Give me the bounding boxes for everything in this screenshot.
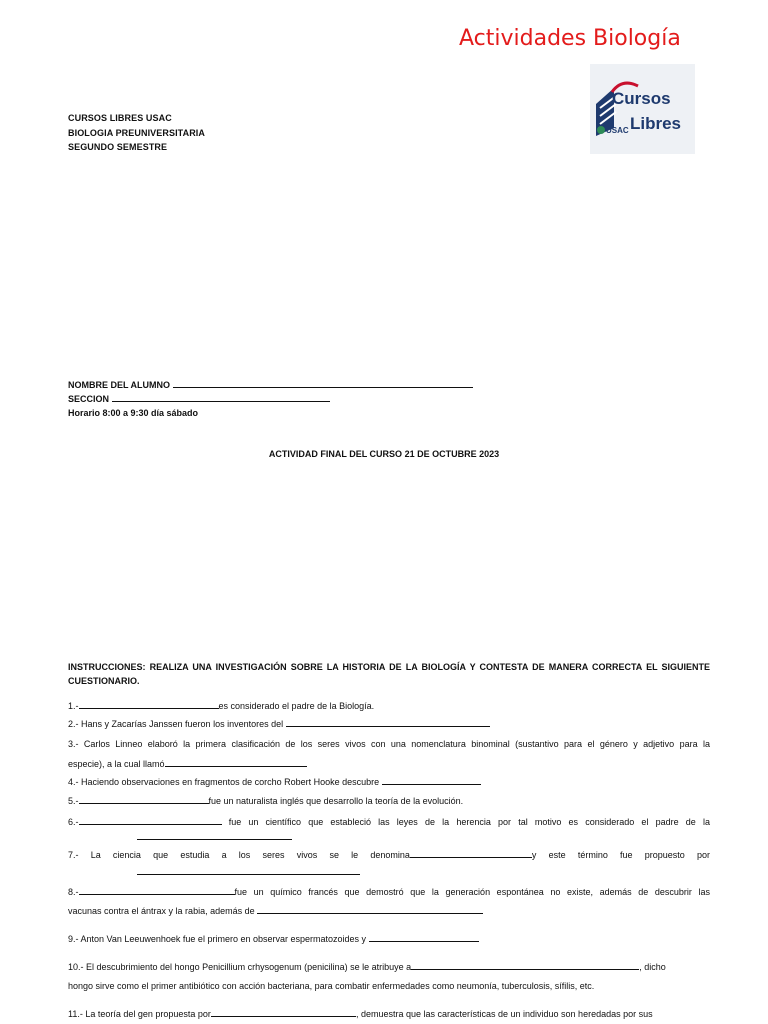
svg-text:Libres: Libres bbox=[630, 114, 682, 133]
svg-text:USAC: USAC bbox=[606, 126, 629, 135]
answer-blank[interactable] bbox=[286, 716, 490, 727]
question-8: 8.- fue un químico francés que demostró que la generación espontánea no existe, además de descubrir las bbox=[68, 884, 710, 900]
logo-graphic bbox=[590, 64, 695, 154]
answer-blank[interactable] bbox=[257, 903, 483, 914]
answer-blank[interactable] bbox=[165, 756, 307, 767]
section-row bbox=[68, 392, 473, 406]
answer-blank[interactable] bbox=[410, 847, 532, 858]
answer-blank[interactable] bbox=[79, 884, 235, 895]
question-9: 9.- Anton Van Leeuwenhoek fue el primero en observar espermatozoides y bbox=[68, 931, 710, 947]
question-5: 5.- fue un naturalista inglés que desarrollo la teoría de la evolución. bbox=[68, 793, 710, 809]
answer-blank[interactable] bbox=[137, 864, 360, 875]
question-7: 7.- La ciencia que estudia a los seres vivos se le denomina y este término fue propuesto por bbox=[68, 847, 710, 863]
answer-blank[interactable] bbox=[369, 931, 479, 942]
answer-blank[interactable] bbox=[211, 1006, 356, 1017]
section-label: SECCION bbox=[68, 394, 110, 404]
section-blank[interactable] bbox=[112, 392, 330, 402]
question-1: 1.- es considerado el padre de la Biología. bbox=[68, 698, 710, 714]
cursos-libres-logo bbox=[590, 64, 695, 154]
student-name-row bbox=[68, 378, 473, 392]
question-3: 3.- Carlos Linneo elaboró la primera clasificación de los seres vivos con una nomenclatura binominal (sustantivo para el género y adjetivo para la bbox=[68, 739, 710, 749]
header-line: SEGUNDO SEMESTRE bbox=[68, 142, 168, 152]
question-7-continued bbox=[68, 864, 710, 880]
answer-blank[interactable] bbox=[411, 959, 639, 970]
svg-text:Cursos: Cursos bbox=[612, 89, 671, 108]
question-11: 11.- La teoría del gen propuesta por , demuestra que las características de un individuo son heredadas por sus bbox=[68, 1006, 710, 1022]
answer-blank[interactable] bbox=[79, 793, 209, 804]
activity-title: ACTIVIDAD FINAL DEL CURSO 21 DE OCTUBRE 2023 bbox=[268, 449, 500, 459]
answer-blank[interactable] bbox=[137, 829, 292, 840]
instructions: INSTRUCCIONES: REALIZA UNA INVESTIGACIÓN SOBRE LA HISTORIA DE LA BIOLOGÍA Y CONTESTA DE MANERA CORRECTA EL SIGUIENTE CUESTIONARIO. bbox=[68, 662, 710, 686]
question-2: 2.- Hans y Zacarías Janssen fueron los inventores del bbox=[68, 716, 710, 732]
question-6: 6.- fue un científico que estableció las leyes de la herencia por tal motivo es considerado el padre de la bbox=[68, 814, 710, 830]
header-line: BIOLOGIA PREUNIVERSITARIA bbox=[68, 127, 206, 138]
question-8-continued: vacunas contra el ántrax y la rabia, además de bbox=[68, 903, 710, 919]
question-10: 10.- El descubrimiento del hongo Penicillium crhysogenum (penicilina) se le atribuye a , dicho bbox=[68, 959, 710, 975]
answer-blank[interactable] bbox=[382, 774, 481, 785]
student-name-label: NOMBRE DEL ALUMNO bbox=[68, 380, 170, 390]
answer-blank[interactable] bbox=[79, 814, 222, 825]
question-4: 4.- Haciendo observaciones en fragmentos de corcho Robert Hooke descubre bbox=[68, 774, 710, 790]
course-header bbox=[68, 111, 205, 155]
document-title: Actividades Biología bbox=[459, 26, 681, 51]
question-10-continued: hongo sirve como el primer antibiótico con acción bacteriana, para combatir enfermedades como neumonía, tuberculosis, sífilis, etc. bbox=[68, 981, 595, 991]
header-line: CURSOS LIBRES USAC bbox=[68, 113, 172, 123]
schedule-text: Horario 8:00 a 9:30 día sábado bbox=[68, 408, 199, 418]
student-name-blank[interactable] bbox=[173, 378, 473, 388]
question-6-continued bbox=[68, 829, 710, 845]
question-3-continued: especie), a la cual llamó bbox=[68, 756, 710, 772]
student-info bbox=[68, 378, 473, 420]
answer-blank[interactable] bbox=[79, 698, 219, 709]
